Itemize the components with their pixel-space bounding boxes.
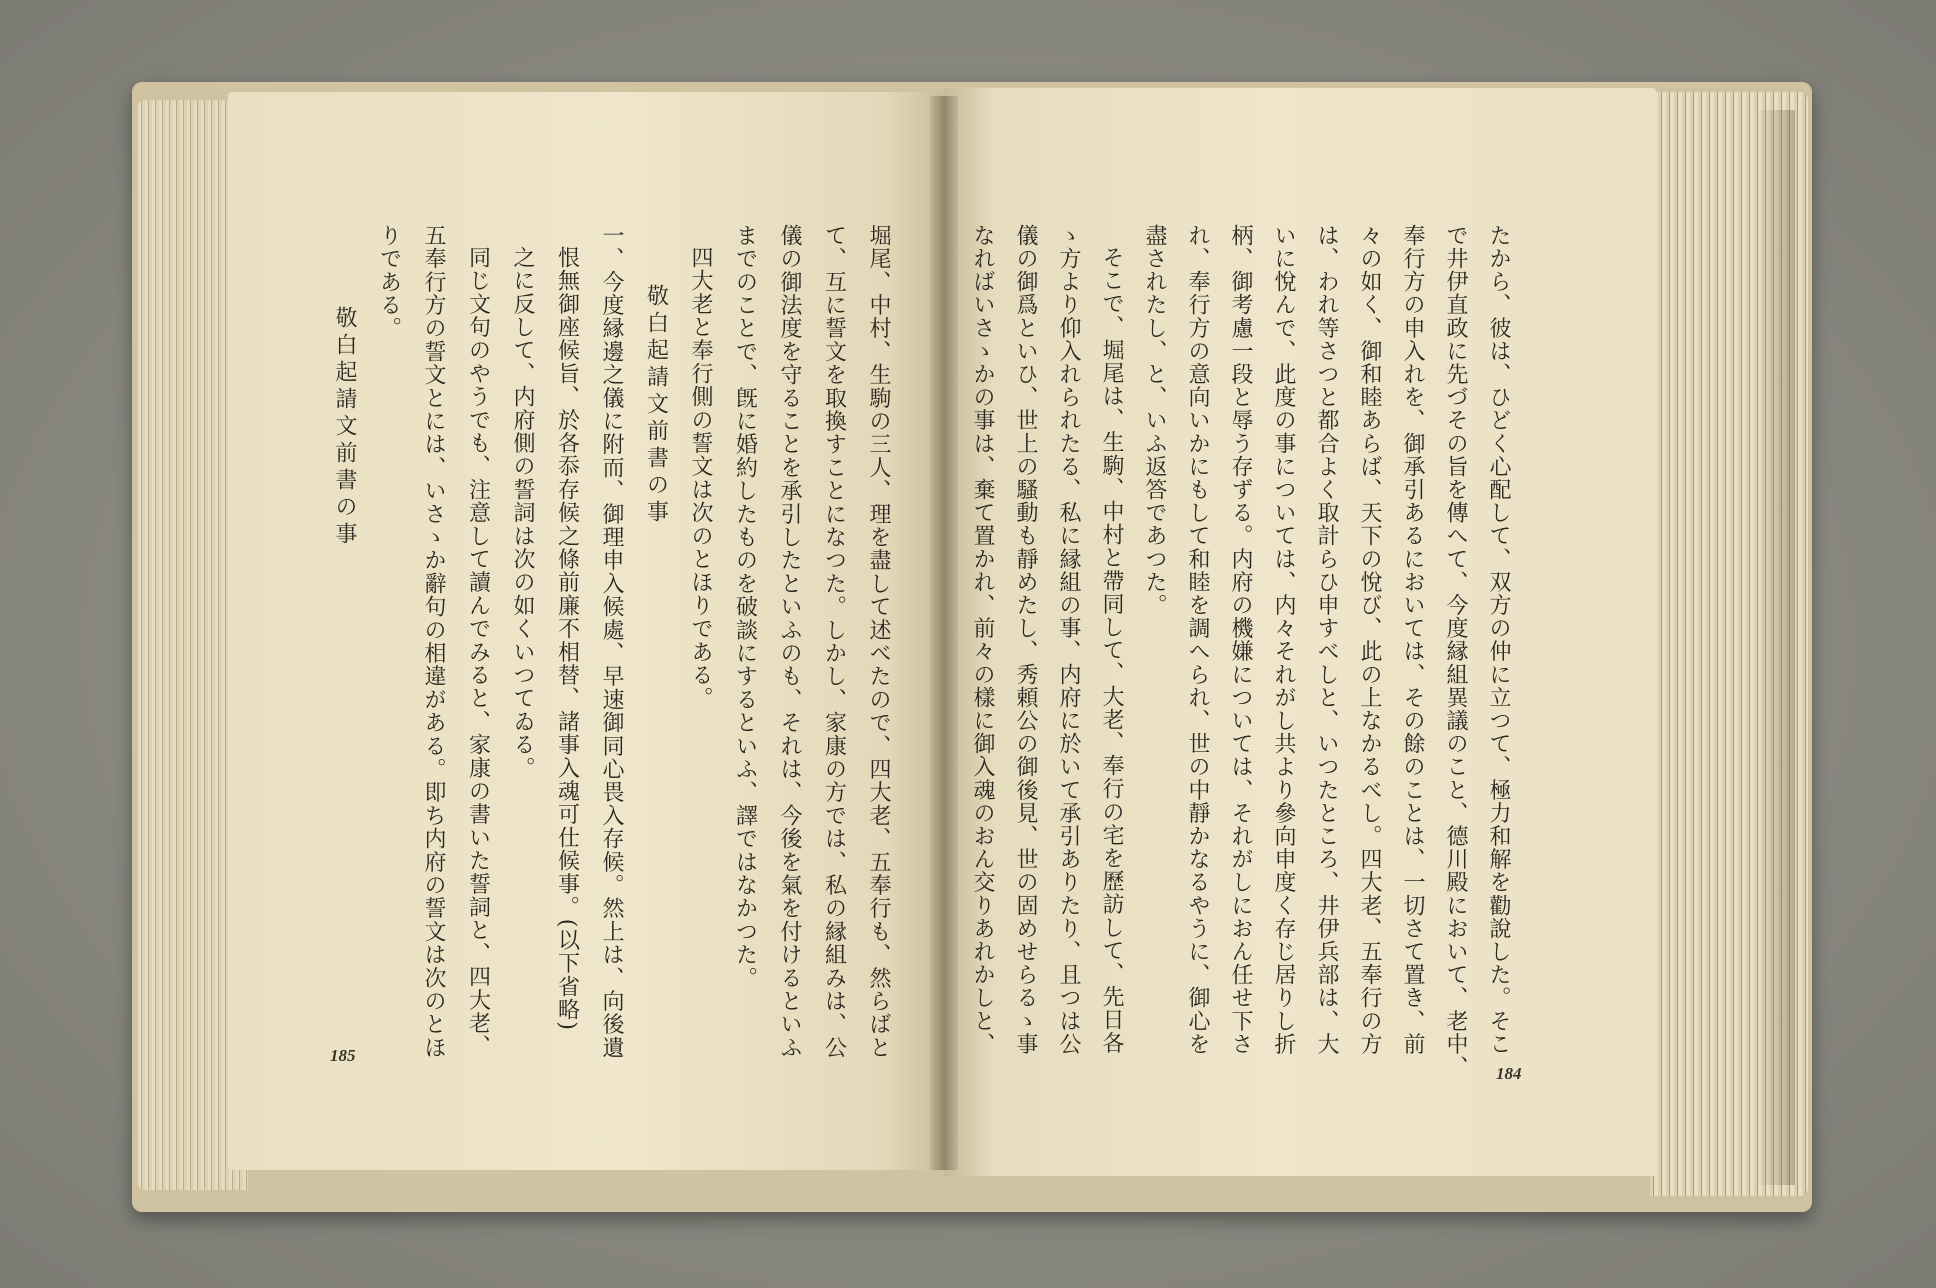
text-column: までのことで、旣に婚約したものを破談にするといふ、譯ではなかつた。 bbox=[732, 224, 758, 990]
text-column: 四大老と奉行側の誓文は次のとほりである。 bbox=[688, 246, 713, 710]
text-column: そこで、堀尾は、生駒、中村と帶同して、大老、奉行の宅を歷訪して、先日各 bbox=[1099, 246, 1124, 1055]
text-column: 奉行方の申入れを、御承引あるにおいては、その餘のことは、一切さて置き、前 bbox=[1400, 224, 1425, 1056]
text-column: いに悅んで、此度の事については、内々それがし共より參向申度く存じ居りし折 bbox=[1271, 224, 1296, 1056]
text-column: 々の如く、御和睦あらば、天下の悅び、此の上なかるべし。四大老、五奉行の方 bbox=[1357, 224, 1382, 1056]
text-column: 儀の御法度を守ることを承引したといふのも、それは、今後を氣を付けるといふ bbox=[777, 224, 802, 1060]
page-number-right: 184 bbox=[1496, 1064, 1522, 1083]
text-column: で井伊直政に先づその旨を傳へて、今度縁組異議のこと、德川殿において、老中、 bbox=[1443, 224, 1468, 1079]
text-column: 恨無御座候旨、於各忝存候之條前廉不相替、諸事入魂可仕候事。(以下省略) bbox=[554, 246, 580, 1032]
text-column: て、互に誓文を取換すことになつた。しかし、家康の方では、私の縁組みは、公 bbox=[821, 224, 847, 1060]
text-column: 堀尾、中村、生駒の三人、理を盡して述べたので、四大老、五奉行も、然らばと bbox=[866, 224, 891, 1060]
text-column: 之に反して、内府側の誓詞は次の如くいつてゐる。 bbox=[510, 246, 535, 780]
text-column: 同じ文句のやうでも、注意して讀んでみると、家康の書いた誓詞と、四大老、 bbox=[465, 246, 491, 1058]
text-column: れ、奉行方の意向いかにもして和睦を調へられ、世の中靜かなるやうに、御心を bbox=[1185, 224, 1210, 1056]
text-column: なればいさゝかの事は、棄て置かれ、前々の樣に御入魂のおん交りあれかしと、 bbox=[970, 224, 995, 1056]
text-column: 儀の御爲といひ、世上の騷動も靜めたし、秀頼公の御後見、世の固めせらるゝ事 bbox=[1013, 224, 1038, 1056]
text-column: 五奉行方の誓文とには、いさゝか辭句の相違がある。即ち内府の誓文は次のとほ bbox=[421, 224, 446, 1060]
text-column: りである。 bbox=[376, 224, 402, 340]
text-column: 一、今度縁邊之儀に附而、御理申入候處、早速御同心畏入存候。然上は、向後遺 bbox=[599, 224, 624, 1060]
text-column: たから、彼は、ひどく心配して、双方の仲に立つて、極力和解を勸說した。そこ bbox=[1486, 224, 1511, 1056]
text-column: 盡されたし、と、いふ返答であつた。 bbox=[1142, 224, 1167, 617]
section-heading: 敬白起請文前書の事 bbox=[332, 306, 357, 549]
text-column: ゝ方より仰入れられたる、私に縁組の事、内府に於いて承引ありたり、且つは公 bbox=[1056, 224, 1081, 1056]
text-column: は、われ等さつと都合よく取計らひ申すべしと、いつたところ、井伊兵部は、大 bbox=[1314, 224, 1339, 1056]
book-gutter bbox=[930, 96, 958, 1170]
text-column: 柄、御考慮一段と辱う存ずる。内府の機嫌については、それがしにおん任せ下さ bbox=[1228, 224, 1253, 1056]
page-number-left: 185 bbox=[330, 1046, 356, 1065]
section-heading: 敬白起請文前書の事 bbox=[643, 284, 669, 527]
right-edge-shadow bbox=[1755, 110, 1795, 1185]
